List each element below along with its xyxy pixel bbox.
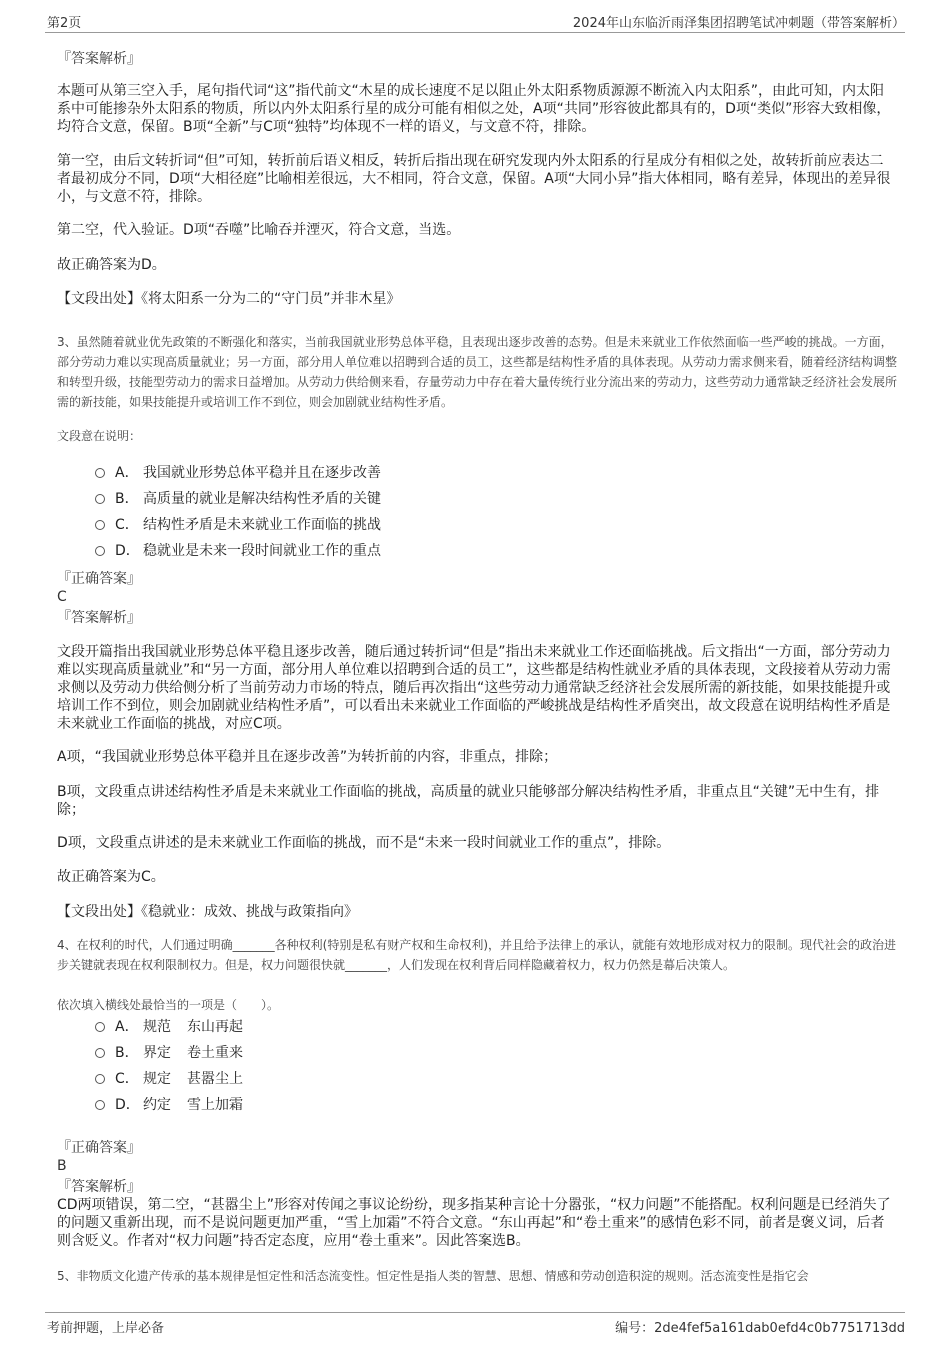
q4-option-a[interactable]: A． 规范 东山再起 bbox=[95, 1017, 243, 1037]
q3-option-b[interactable]: B． 高质量的就业是解决结构性矛盾的关键 bbox=[95, 489, 381, 509]
q4-analysis-p1: CD两项错误，第二空，“甚嚣尘上”形容对传闻之事议论纷纷，现多指某种言论十分嚣张，“权力问题”不能搭配。权利问题是已经消失了的问题又重新出现，而不是说问题更加严重，“雪上加霜”不符合文意。“东山再起”和“卷土重来”的感情色彩不同，前者是褒义词，后者则含贬义。作者对“权力问题”持否定态度，应用“卷土重来”。因此答案选B。 bbox=[57, 1197, 891, 1249]
q2-source: 【文段出处】《将太阳系一分为二的“守门员”并非木星》 bbox=[57, 291, 401, 307]
q3-analysis-label: 『答案解析』 bbox=[57, 610, 141, 626]
q4-answer-label: 『正确答案』 bbox=[57, 1140, 141, 1156]
radio-icon[interactable] bbox=[95, 520, 105, 530]
q4-prompt: 依次填入横线处最恰当的一项是（ ）。 bbox=[57, 998, 280, 1012]
document-title: 2024年山东临沂雨泽集团招聘笔试冲刺题（带答案解析） bbox=[572, 16, 905, 31]
radio-icon[interactable] bbox=[95, 468, 105, 478]
q2-analysis-p4: 故正确答案为D。 bbox=[57, 257, 166, 273]
q3-analysis-p1: 文段开篇指出我国就业形势总体平稳且逐步改善，随后通过转折词“但是”指出未来就业工作还面临挑战。后文指出“一方面，部分劳动力难以实现高质量就业”和“另一方面，部分用人单位难以招聘到合适的员工”，这些都是结构性就业矛盾的具体表现，文段接着从劳动力需求侧以及劳动力供给侧分析了当前劳动力市场的特点，随后再次指出“这些劳动力通常缺乏经济社会发展所需的新技能，如果技能提升或培训工作不到位，则会加剧就业结构性矛盾”，可以看出未来就业工作面临的严峻挑战是结构性矛盾突出，故文段意在说明结构性矛盾是未来就业工作面临的挑战，对应C项。 bbox=[57, 644, 891, 732]
q3-analysis-p5: 故正确答案为C。 bbox=[57, 869, 165, 885]
page-footer bbox=[45, 1312, 905, 1335]
q4-option-d[interactable]: D． 约定 雪上加霜 bbox=[95, 1095, 243, 1115]
radio-icon[interactable] bbox=[95, 546, 105, 556]
page-number: 第2页 bbox=[47, 16, 82, 31]
q3-source: 【文段出处】《稳就业：成效、挑战与政策指向》 bbox=[57, 904, 358, 920]
q3-answer-label: 『正确答案』 bbox=[57, 571, 141, 587]
document-code: 编号：2de4fef5a161dab0efd4c0b7751713dd bbox=[615, 1321, 905, 1336]
q3-option-d[interactable]: D． 稳就业是未来一段时间就业工作的重点 bbox=[95, 541, 381, 561]
radio-icon[interactable] bbox=[95, 1100, 105, 1110]
q3-answer: C bbox=[57, 589, 67, 605]
q3-analysis-p4: D项，文段重点讲述的是未来就业工作面临的挑战，而不是“未来一段时间就业工作的重点”，排除。 bbox=[57, 835, 671, 851]
q2-analysis-p2: 第一空，由后文转折词“但”可知，转折前后语义相反，转折后指出现在研究发现内外太阳系的行星成分有相似之处，故转折前应表达二者最初成分不同，D项“大相径庭”比喻相差很远，大不相同，符合文意，保留。A项“大同小异”指大体相同，略有差异，体现出的差异很小，与文意不符，排除。 bbox=[57, 153, 891, 205]
q3-analysis-p2: A项，“我国就业形势总体平稳并且在逐步改善”为转折前的内容，非重点，排除； bbox=[57, 749, 558, 765]
radio-icon[interactable] bbox=[95, 1074, 105, 1084]
q3-stem: 3、虽然随着就业优先政策的不断强化和落实，当前我国就业形势总体平稳，且表现出逐步改善的态势。但是未来就业工作依然面临一些严峻的挑战。一方面，部分劳动力难以实现高质量就业；另一方面，部分用人单位难以招聘到合适的员工，这些都是结构性矛盾的具体表现。从劳动力需求侧来看，随着经济结构调整和转型升级，技能型劳动力的需求日益增加。从劳动力供给侧来看，存量劳动力中存在着大量传统行业分流出来的劳动力，这些劳动力通常缺乏经济社会发展所需的新技能，如果技能提升或培训工作不到位，则会加剧就业结构性矛盾。 bbox=[57, 335, 898, 409]
q3-option-a[interactable]: A． 我国就业形势总体平稳并且在逐步改善 bbox=[95, 463, 381, 483]
footer-slogan: 考前押题，上岸必备 bbox=[47, 1321, 165, 1336]
q5-stem: 5、非物质文化遗产传承的基本规律是恒定性和活态流变性。恒定性是指人类的智慧、思想、情感和劳动创造积淀的规则。活态流变性是指它会 bbox=[57, 1269, 809, 1283]
radio-icon[interactable] bbox=[95, 494, 105, 504]
q4-analysis-label: 『答案解析』 bbox=[57, 1179, 141, 1195]
q3-analysis-p3: B项，文段重点讲述结构性矛盾是未来就业工作面临的挑战，高质量的就业只能够部分解决结构性矛盾，非重点且“关键”无中生有，排除； bbox=[57, 784, 880, 818]
q2-analysis-p3: 第二空，代入验证。D项“吞噬”比喻吞并湮灭，符合文意，当选。 bbox=[57, 222, 461, 238]
q3-prompt: 文段意在说明： bbox=[57, 429, 142, 443]
q2-analysis-label: 『答案解析』 bbox=[57, 51, 141, 67]
page-header bbox=[45, 12, 905, 33]
q2-analysis-p1: 本题可从第三空入手，尾句指代词“这”指代前文“木星的成长速度不足以阻止外太阳系物质源源不断流入内太阳系”，由此可知，内太阳系中可能掺杂外太阳系的物质，所以内外太阳系行星的成分可能有相似之处，A项“共同”形容彼此都具有的，D项“类似”形容大致相像，均符合文意，保留。B项“全新”与C项“独特”均体现不一样的语义，与文意不符，排除。 bbox=[57, 83, 891, 135]
q4-option-c[interactable]: C． 规定 甚嚣尘上 bbox=[95, 1069, 243, 1089]
q4-stem: 4、在权利的时代，人们通过明确_______各种权利(特别是私有财产权和生命权利)，并且给予法律上的承认，就能有效地形成对权力的限制。现代社会的政治进步关键就表现在权利限制权力。但是，权力问题很快就_______，人们发现在权利背后同样隐藏着权力，权力仍然是幕后决策人。 bbox=[57, 938, 897, 972]
q4-option-b[interactable]: B． 界定 卷土重来 bbox=[95, 1043, 243, 1063]
q3-option-c[interactable]: C． 结构性矛盾是未来就业工作面临的挑战 bbox=[95, 515, 381, 535]
radio-icon[interactable] bbox=[95, 1022, 105, 1032]
radio-icon[interactable] bbox=[95, 1048, 105, 1058]
q4-answer: B bbox=[57, 1158, 67, 1174]
